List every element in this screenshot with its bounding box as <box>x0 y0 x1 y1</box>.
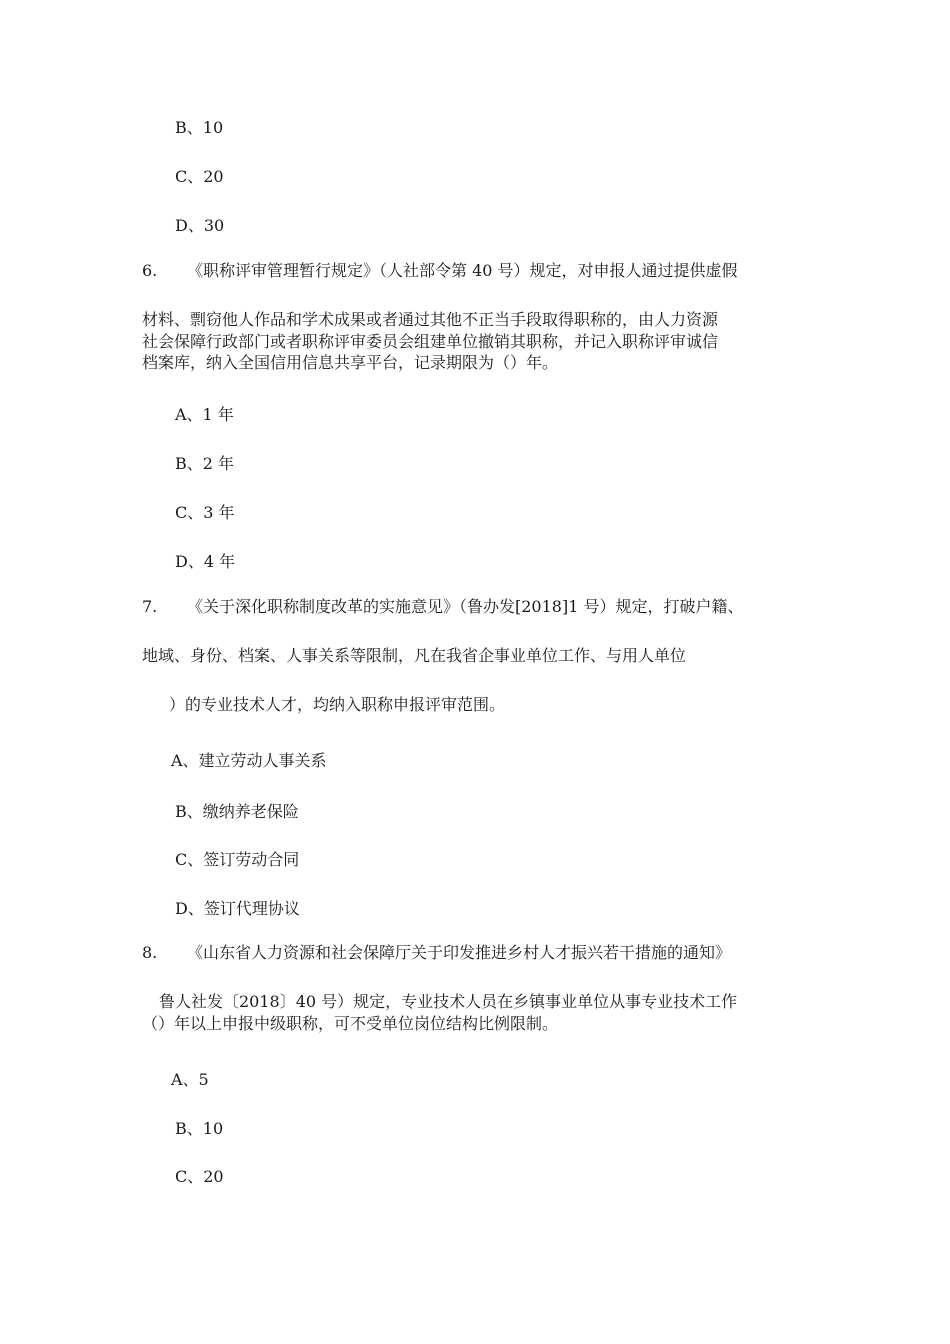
question-8-option-b: B、10 <box>175 1119 224 1138</box>
question-6-line-3: 社会保障行政部门或者职称评审委员会组建单位撤销其职称，并记入职称评审诚信 <box>142 332 719 351</box>
question-7-line-1: 《关于深化职称制度改革的实施意见》（鲁办发[2018]1 号）规定，打破户籍、 <box>187 597 744 616</box>
question-7-option-a: A、建立劳动人事关系 <box>171 751 327 770</box>
question-7-option-c: C、签订劳动合同 <box>175 850 300 869</box>
question-6-line-4: 档案库，纳入全国信用信息共享平台，记录期限为（）年。 <box>142 353 559 372</box>
question-7-option-b: B、缴纳养老保险 <box>175 802 299 821</box>
question-7-option-d: D、签订代理协议 <box>175 899 300 918</box>
question-8-number: 8. <box>142 943 158 962</box>
question-6-option-d: D、4 年 <box>175 552 236 571</box>
question-7-line-2: 地域、身份、档案、人事关系等限制，凡在我省企事业单位工作、与用人单位 <box>142 646 687 665</box>
option-b: B、10 <box>175 118 224 137</box>
question-8-line-1: 《山东省人力资源和社会保障厅关于印发推进乡村人才振兴若干措施的通知》 <box>187 943 732 962</box>
question-7-line-3: ）的专业技术人才，均纳入职称申报评审范围。 <box>169 695 506 714</box>
question-8-option-a: A、5 <box>171 1070 209 1089</box>
question-8-option-c: C、20 <box>175 1167 224 1186</box>
question-8-line-2: 鲁人社发〔2018〕40 号）规定，专业技术人员在乡镇事业单位从事专业技术工作 <box>159 992 738 1011</box>
question-6-line-2: 材料、剽窃他人作品和学术成果或者通过其他不正当手段取得职称的，由人力资源 <box>142 310 719 329</box>
question-8-line-3: （）年以上申报中级职称，可不受单位岗位结构比例限制。 <box>142 1014 559 1033</box>
question-6-option-a: A、1 年 <box>175 405 234 424</box>
question-6-line-1: 《职称评审管理暂行规定》（人社部令第 40 号）规定，对申报人通过提供虚假 <box>187 261 738 280</box>
question-6-number: 6. <box>142 261 158 280</box>
option-c: C、20 <box>175 167 224 186</box>
option-d: D、30 <box>175 216 225 235</box>
question-6-option-c: C、3 年 <box>175 503 235 522</box>
question-6-option-b: B、2 年 <box>175 454 235 473</box>
question-7-number: 7. <box>142 597 158 616</box>
